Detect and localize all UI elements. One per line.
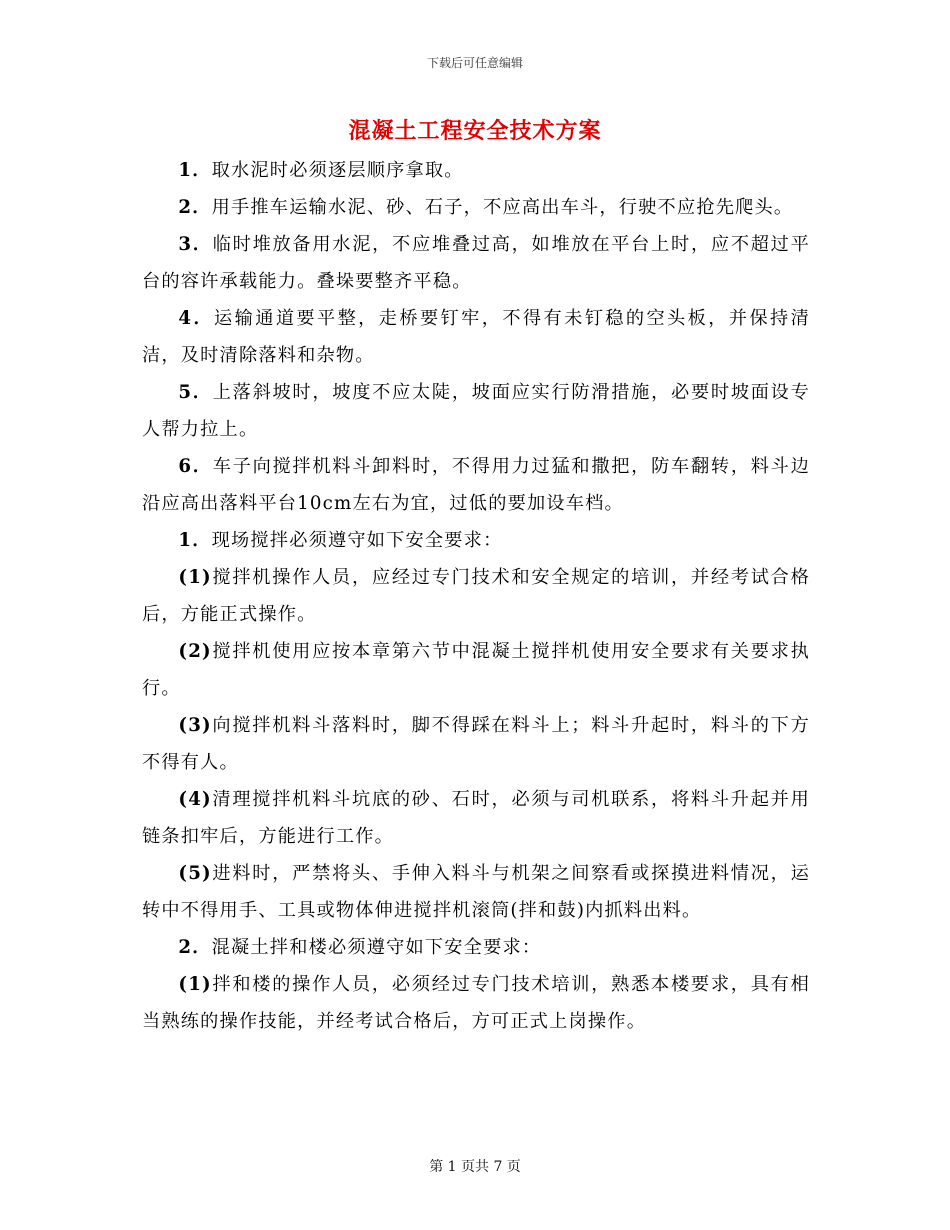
paragraph-text: 用手推车运输水泥、砂、石子，不应高出车斗，行驶不应抢先爬头。 — [211, 197, 794, 218]
paragraph-text: 拌和楼的操作人员，必须经过专门技术培训，熟悉本楼要求，具有相当熟练的操作技能，并经考试合格后，方可正式上岗操作。 — [142, 974, 810, 1032]
paragraph-text: 进料时，严禁将头、手伸入料斗与机架之间察看或探摸进料情况，运转中不得用手、工具或物体伸进搅拌机滚筒(拌和鼓)内抓料出料。 — [142, 863, 810, 921]
header-note: 下载后可任意编辑 — [426, 56, 523, 70]
paragraph-text: 混凝土拌和楼必须遵守如下安全要求： — [211, 937, 542, 958]
paragraph-number: 6． — [178, 456, 213, 477]
paragraph-text: 向搅拌机料斗落料时，脚不得踩在料斗上；料斗升起时，料斗的下方不得有人。 — [142, 715, 810, 773]
paragraph — [142, 633, 810, 707]
paragraph — [142, 189, 810, 226]
paragraph — [142, 152, 810, 189]
section-heading — [142, 522, 810, 559]
paragraph-text: 清理搅拌机料斗坑底的砂、石时，必须与司机联系，将料斗升起并用链条扣牢后，方能进行工作。 — [142, 789, 810, 847]
document-title: 混凝土工程安全技术方案 — [348, 118, 602, 144]
paragraph-text: 车子向搅拌机料斗卸料时，不得用力过猛和撒把，防车翻转，料斗边沿应高出落料平台10cm左右为宜，过低的要加设车档。 — [142, 456, 810, 514]
paragraph-text: 现场搅拌必须遵守如下安全要求： — [211, 530, 503, 551]
paragraph — [142, 448, 810, 522]
document-body — [142, 152, 810, 1040]
paragraph-text: 搅拌机使用应按本章第六节中混凝土搅拌机使用安全要求有关要求执行。 — [142, 641, 810, 699]
paragraph-text: 搅拌机操作人员，应经过专门技术和安全规定的培训，并经考试合格后，方能正式操作。 — [142, 567, 810, 625]
paragraph-text: 运输通道要平整，走桥要钉牢，不得有未钉稳的空头板，并保持清洁，及时清除落料和杂物。 — [142, 308, 810, 366]
paragraph-number: (3) — [178, 715, 212, 736]
paragraph-number: 4． — [178, 308, 215, 329]
section-heading — [142, 929, 810, 966]
paragraph — [142, 300, 810, 374]
paragraph-number: (4) — [178, 789, 212, 810]
paragraph-text: 取水泥时必须逐层顺序拿取。 — [211, 160, 464, 181]
paragraph — [142, 707, 810, 781]
paragraph — [142, 966, 810, 1040]
paragraph-text: 上落斜坡时，坡度不应太陡，坡面应实行防滑措施，必要时坡面设专人帮力拉上。 — [142, 382, 810, 440]
paragraph-number: (5) — [178, 863, 212, 884]
paragraph-number: 5． — [178, 382, 213, 403]
paragraph-number: 1． — [178, 160, 212, 181]
paragraph — [142, 781, 810, 855]
paragraph — [142, 559, 810, 633]
paragraph — [142, 855, 810, 929]
paragraph-number: (1) — [178, 567, 212, 588]
paragraph — [142, 374, 810, 448]
paragraph-number: 1． — [178, 530, 212, 551]
paragraph-number: (1) — [178, 974, 212, 995]
paragraph-number: 2． — [178, 197, 212, 218]
paragraph-number: (2) — [178, 641, 212, 662]
paragraph-number: 3． — [178, 234, 213, 255]
paragraph-text: 临时堆放备用水泥，不应堆叠过高，如堆放在平台上时，应不超过平台的容许承载能力。叠垛要整齐平稳。 — [142, 234, 810, 292]
paragraph — [142, 226, 810, 300]
page-number: 第 1 页共 7 页 — [429, 1159, 521, 1175]
paragraph-number: 2． — [178, 937, 212, 958]
